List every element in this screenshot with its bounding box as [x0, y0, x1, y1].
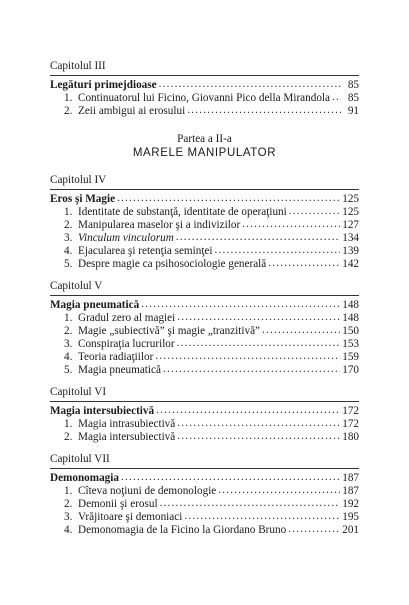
- entry-page-number: 125: [342, 206, 359, 218]
- leader-dots: [176, 231, 340, 244]
- entry-title: Magia pneumatică: [78, 364, 161, 376]
- leader-dots: [177, 337, 341, 350]
- part-heading: [50, 133, 359, 160]
- leader-dots: [215, 244, 341, 257]
- leader-dots: [121, 471, 340, 484]
- leader-dots: [177, 417, 340, 430]
- leader-dots: [288, 523, 340, 536]
- entry-page-number: 159: [342, 351, 359, 363]
- entry-title: Demonomagia de la Ficino la Giordano Bruno: [78, 524, 287, 536]
- section-page-number: 148: [342, 299, 359, 311]
- chapter-rule: [50, 189, 359, 190]
- table-of-contents: [50, 60, 359, 537]
- leader-dots: [332, 91, 341, 104]
- leader-dots: [268, 257, 340, 270]
- entry-page-number: 91: [347, 105, 359, 117]
- section-page-number: 85: [347, 79, 359, 91]
- chapter-block: [50, 386, 359, 444]
- entry-number: 4.: [64, 351, 73, 363]
- entry-number: 3.: [64, 338, 73, 350]
- section-title: Magia pneumatică: [50, 299, 140, 311]
- section-entry: [50, 79, 359, 92]
- leader-dots: [163, 363, 340, 376]
- entry-title: Conspiraţia lucrurilor: [78, 338, 175, 350]
- section-title: Eros şi Magie: [50, 193, 116, 205]
- entry-title: Identitate de substanţă, identitate de operaţiuni: [78, 206, 287, 218]
- leader-dots: [159, 78, 341, 91]
- entry-page-number: 148: [342, 312, 359, 324]
- chapter-rule: [50, 75, 359, 76]
- section-title: Magia intersubiectivă: [50, 405, 155, 417]
- leader-dots: [177, 311, 340, 324]
- entry-title: Teoria radiaţiilor: [78, 351, 154, 363]
- toc-entry: [50, 364, 359, 377]
- section-page-number: 187: [342, 472, 359, 484]
- entry-title: Continuatorul lui Ficino, Giovanni Pico della Mirandola: [78, 92, 330, 104]
- entry-title: Cîteva noţiuni de demonologie: [78, 485, 217, 497]
- chapter-block: [50, 60, 359, 118]
- entry-title: Zeii ambigui ai erosului: [78, 105, 186, 117]
- entry-number: 1.: [64, 485, 73, 497]
- leader-dots: [262, 324, 340, 337]
- entry-page-number: 170: [342, 364, 359, 376]
- leader-dots: [155, 350, 340, 363]
- entry-page-number: 134: [342, 232, 359, 244]
- section-page-number: 125: [342, 193, 359, 205]
- entry-number: 3.: [64, 511, 73, 523]
- toc-entry: [50, 258, 359, 271]
- entry-page-number: 139: [342, 245, 359, 257]
- toc-entry: [50, 431, 359, 444]
- toc-entry: [50, 524, 359, 537]
- entry-number: 1.: [64, 206, 73, 218]
- entry-page-number: 153: [342, 338, 359, 350]
- entry-number: 2.: [64, 105, 73, 117]
- leader-dots: [187, 104, 341, 117]
- entry-title: Ejacularea şi retenţia seminţei: [78, 245, 213, 257]
- entry-title: Vrăjitoare şi demoniaci: [78, 511, 183, 523]
- entry-title: Vinculum vinculorum: [78, 232, 174, 244]
- leader-dots: [160, 497, 341, 510]
- entry-title: Despre magie ca psihosociologie generală: [78, 258, 267, 270]
- leader-dots: [177, 430, 340, 443]
- entry-number: 2.: [64, 219, 73, 231]
- leader-dots: [117, 192, 340, 205]
- chapter-block: [50, 174, 359, 271]
- entry-title: Gradul zero al magiei: [78, 312, 176, 324]
- toc-entry: [50, 105, 359, 118]
- entry-page-number: 127: [342, 219, 359, 231]
- entry-number: 1.: [64, 312, 73, 324]
- entry-page-number: 150: [342, 325, 359, 337]
- leader-dots: [141, 298, 340, 311]
- chapter-label: Capitolul III: [50, 60, 106, 72]
- entry-title: Magia intrasubiectivă: [78, 418, 176, 430]
- entry-title: Magie „subiectivă” şi magie „tranzitivă”: [78, 325, 261, 337]
- entry-number: 1.: [64, 418, 73, 430]
- leader-dots: [242, 218, 340, 231]
- part-label: Partea a II-a: [177, 133, 232, 145]
- section-page-number: 172: [342, 405, 359, 417]
- entry-number: 4.: [64, 524, 73, 536]
- chapter-label: Capitolul V: [50, 280, 103, 292]
- section-title: Legături primejdioase: [50, 79, 157, 91]
- chapter-rule: [50, 295, 359, 296]
- entry-title: Demonii şi erosul: [78, 498, 158, 510]
- entry-number: 2.: [64, 431, 73, 443]
- entry-page-number: 192: [342, 498, 359, 510]
- entry-number: 1.: [64, 92, 73, 104]
- entry-number: 5.: [64, 258, 73, 270]
- chapter-block: [50, 280, 359, 377]
- entry-page-number: 195: [342, 511, 359, 523]
- entry-number: 2.: [64, 498, 73, 510]
- entry-page-number: 187: [342, 485, 359, 497]
- entry-number: 5.: [64, 364, 73, 376]
- entry-title: Magia intersubiectivă: [78, 431, 176, 443]
- entry-page-number: 142: [342, 258, 359, 270]
- leader-dots: [184, 510, 340, 523]
- entry-number: 4.: [64, 245, 73, 257]
- entry-page-number: 85: [347, 92, 359, 104]
- chapter-label: Capitolul VI: [50, 386, 107, 398]
- chapter-block: [50, 453, 359, 537]
- chapter-group-after: [50, 174, 359, 537]
- entry-title: Manipularea maselor şi a indivizilor: [78, 219, 241, 231]
- chapter-rule: [50, 468, 359, 469]
- leader-dots: [289, 205, 340, 218]
- leader-dots: [218, 484, 340, 497]
- entry-number: 3.: [64, 232, 73, 244]
- chapter-rule: [50, 401, 359, 402]
- entry-page-number: 201: [342, 524, 359, 536]
- chapter-label: Capitolul VII: [50, 453, 110, 465]
- chapter-label: Capitolul IV: [50, 174, 107, 186]
- chapter-group-before: [50, 60, 359, 118]
- entry-page-number: 180: [342, 431, 359, 443]
- part-title: MARELE MANIPULATOR: [132, 147, 277, 159]
- leader-dots: [156, 404, 340, 417]
- entry-page-number: 172: [342, 418, 359, 430]
- entry-number: 2.: [64, 325, 73, 337]
- section-title: Demonomagia: [50, 472, 119, 484]
